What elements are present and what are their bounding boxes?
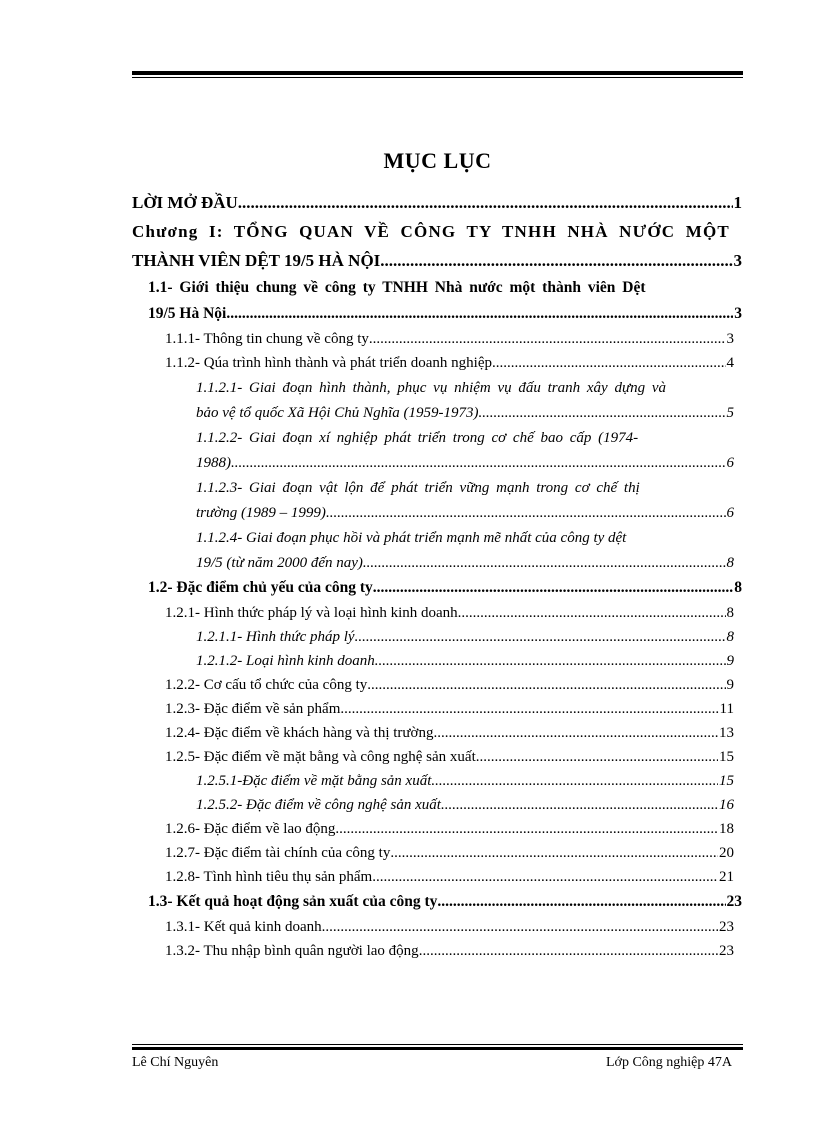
toc-entry-text: 1.1.2.2- Giai đoạn xí nghiệp phát triển trong cơ chế bao cấp (1974- <box>196 430 639 446</box>
toc-entry-text-cont: 19/5 (từ năm 2000 đến nay) <box>196 555 363 571</box>
toc-entry-text: 1.2.2- Cơ cấu tổ chức của công ty <box>165 677 368 693</box>
toc-entry-1-1-2-1-cont <box>132 401 742 425</box>
toc-entry-1-1-2-4 <box>132 525 742 551</box>
toc-entry-page: 9 <box>726 653 734 669</box>
toc-leader-dots <box>390 841 718 865</box>
toc-entry-page: 8 <box>734 579 742 596</box>
toc-leader-dots <box>437 889 725 915</box>
toc-leader-dots <box>492 351 725 375</box>
toc-entry-page: 3 <box>734 305 742 322</box>
toc-entry-text: 1.2.1- Hình thức pháp lý và loại hình kinh doanh <box>165 605 458 621</box>
toc-entry-1-2-3 <box>132 697 742 721</box>
toc-entry-text: 1.1.2.4- Giai đoạn phục hồi và phát triển mạnh mẽ nhất của công ty dệt <box>196 530 627 546</box>
toc-entry-page: 23 <box>726 893 742 910</box>
toc-entry-page: 3 <box>733 251 742 270</box>
toc-entry-text: LỜI MỞ ĐẦU <box>132 193 238 212</box>
toc-entry-page: 11 <box>719 701 734 717</box>
toc-entry-1-2-7 <box>132 841 742 865</box>
toc-entry-page: 8 <box>726 555 734 571</box>
footer-author: Lê Chí Nguyên <box>132 1055 219 1070</box>
toc-entry-1-2-5-2 <box>132 793 742 817</box>
toc-leader-dots <box>340 697 718 721</box>
toc-entry-page: 18 <box>719 821 734 837</box>
footer-rule-thin <box>132 1044 743 1045</box>
toc-entry-text: 1.3- Kết quả hoạt động sản xuất của công ty <box>148 893 438 910</box>
toc-entry-page: 15 <box>719 773 734 789</box>
toc-leader-dots <box>369 327 726 351</box>
toc-entry-text: 1.3.2- Thu nhập bình quân người lao động <box>165 943 419 959</box>
toc-entry-chapter-1-cont <box>132 246 742 275</box>
toc-entry-1-2-1 <box>132 601 742 625</box>
toc-entry-text: 1.3.1- Kết quả kinh doanh <box>165 919 322 935</box>
toc-entry-1-1-2-2 <box>132 425 742 451</box>
toc-entry-page: 6 <box>726 455 734 471</box>
toc-leader-dots <box>458 601 726 625</box>
toc-entry-1-1-2-3-cont <box>132 501 742 525</box>
toc-leader-dots <box>419 939 718 963</box>
toc-leader-dots <box>226 301 733 327</box>
toc-leader-dots <box>363 551 726 575</box>
toc-entry-text: 1.1.2.1- Giai đoạn hình thành, phục vụ nhiệm vụ đấu tranh xây dựng và <box>196 380 667 396</box>
toc-entry-text: Chương I: TỔNG QUAN VỀ CÔNG TY TNHH NHÀ NƯỚC MỘT <box>132 222 730 241</box>
toc-leader-dots <box>476 745 718 769</box>
toc-entry-text-cont: 1988) <box>196 455 231 471</box>
toc-entry-chapter-1 <box>132 217 742 246</box>
toc-entry-1-1-2-4-cont <box>132 551 742 575</box>
toc-entry-text: 1.2.5.2- Đặc điểm về công nghệ sản xuất <box>196 797 441 813</box>
toc-leader-dots <box>231 451 726 475</box>
toc-entry-1-2-6 <box>132 817 742 841</box>
toc-leader-dots <box>326 501 726 525</box>
toc-entry-1-2-2 <box>132 673 742 697</box>
toc-entry-page: 6 <box>726 505 734 521</box>
toc-entry-1-2-1-1 <box>132 625 742 649</box>
toc-entry-1-1-2 <box>132 351 742 375</box>
toc-entry-text: 1.2.4- Đặc điểm về khách hàng và thị trường <box>165 725 434 741</box>
toc-entry-1-2-5-1 <box>132 769 742 793</box>
toc-entry-page: 1 <box>733 193 742 212</box>
toc-entry-page: 9 <box>726 677 734 693</box>
header-rule-thin <box>132 77 743 78</box>
toc-entry-page: 8 <box>726 629 734 645</box>
toc-entry-page: 5 <box>726 405 734 421</box>
footer-rule-thick <box>132 1047 743 1050</box>
toc-entry-1-2-8 <box>132 865 742 889</box>
toc-entry-1-2 <box>132 575 742 601</box>
toc-entry-text: 1.1.2- Qúa trình hình thành và phát triển doanh nghiệp <box>165 355 493 371</box>
toc-entry-text: 1.2.1.2- Loại hình kinh doanh <box>196 653 375 669</box>
toc-entry-1-1-cont <box>132 301 742 327</box>
toc-entry-page: 16 <box>719 797 734 813</box>
toc-leader-dots <box>478 401 725 425</box>
toc-entry-text-cont: bảo vệ tổ quốc Xã Hội Chủ Nghĩa (1959-1973) <box>196 405 479 421</box>
toc-entry-text: 1.2.1.1- Hình thức pháp lý <box>196 629 355 645</box>
toc-leader-dots <box>431 769 718 793</box>
footer-class: Lớp Công nghiệp 47A <box>605 1055 732 1070</box>
toc-leader-dots <box>380 246 732 275</box>
toc-entry-1-1-2-2-cont <box>132 451 742 475</box>
toc-entry-text: 1.2.7- Đặc điểm tài chính của công ty <box>165 845 391 861</box>
toc-leader-dots <box>441 793 718 817</box>
toc-leader-dots <box>373 575 734 601</box>
toc-entry-text-cont: trường (1989 – 1999) <box>196 505 326 521</box>
toc-entry-text-cont: 19/5 Hà Nội <box>148 305 227 322</box>
toc-entry-page: 3 <box>726 331 734 347</box>
toc-entry-text: 1.1.2.3- Giai đoạn vật lộn để phát triển vững mạnh trong cơ chế thị <box>196 480 640 496</box>
toc-entry-text: 1.2.3- Đặc điểm về sản phẩm <box>165 701 341 717</box>
toc-entry-1-2-1-2 <box>132 649 742 673</box>
toc-entry-text-cont: THÀNH VIÊN DỆT 19/5 HÀ NỘI <box>132 251 381 270</box>
toc-entry-page: 13 <box>719 725 734 741</box>
toc-entry-1-3-1 <box>132 915 742 939</box>
toc-leader-dots <box>355 625 726 649</box>
toc-leader-dots <box>375 649 726 673</box>
toc-leader-dots <box>372 865 718 889</box>
toc-entry-page: 8 <box>726 605 734 621</box>
toc-entry-text: 1.2- Đặc điểm chủ yếu của công ty <box>148 579 373 596</box>
toc-entry-text: 1.1- Giới thiệu chung về công ty TNHH Nhà nước một thành viên Dệt <box>148 279 646 296</box>
page-title: MỤC LỤC <box>383 148 492 173</box>
toc-entry-page: 21 <box>719 869 734 885</box>
toc-entry-text: 1.2.5.1-Đặc điểm về mặt bằng sản xuất <box>196 773 432 789</box>
toc-entry-text: 1.1.1- Thông tin chung về công ty <box>165 331 369 347</box>
toc-entry-1-2-4 <box>132 721 742 745</box>
toc-entry-1-1-2-1 <box>132 375 742 401</box>
toc-leader-dots <box>238 188 733 217</box>
toc-entry-loi-mo-dau <box>132 188 742 217</box>
toc-entry-text: 1.2.8- Tình hình tiêu thụ sản phẩm <box>165 869 373 885</box>
toc-entry-text: 1.2.6- Đặc điểm về lao động <box>165 821 336 837</box>
toc-entry-page: 15 <box>719 749 734 765</box>
toc-entry-1-1-1 <box>132 327 742 351</box>
toc-leader-dots <box>335 817 718 841</box>
toc-entry-1-2-5 <box>132 745 742 769</box>
toc-entry-1-1 <box>132 275 742 301</box>
toc-leader-dots <box>322 915 718 939</box>
toc-leader-dots <box>367 673 725 697</box>
toc-entry-page: 4 <box>726 355 734 371</box>
toc-entry-text: 1.2.5- Đặc điểm về mặt bằng và công nghệ sản xuất <box>165 749 476 765</box>
footer-rule <box>132 1044 743 1050</box>
toc-entry-1-1-2-3 <box>132 475 742 501</box>
header-rule <box>132 71 743 78</box>
table-of-contents <box>132 188 742 963</box>
toc-entry-page: 23 <box>719 919 734 935</box>
toc-entry-1-3-2 <box>132 939 742 963</box>
toc-entry-page: 23 <box>719 943 734 959</box>
toc-leader-dots <box>433 721 718 745</box>
toc-entry-1-3 <box>132 889 742 915</box>
toc-entry-page: 20 <box>719 845 734 861</box>
header-rule-thick <box>132 71 743 75</box>
